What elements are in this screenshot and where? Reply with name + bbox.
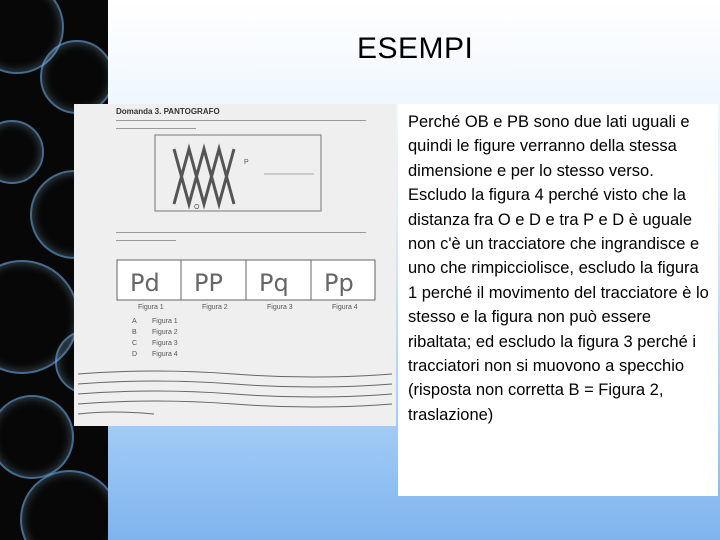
scan-option-letter: C: [132, 340, 138, 347]
scan-option-label: Figura 1: [152, 318, 178, 325]
scan-figure-label: Figura 2: [202, 304, 228, 311]
svg-text:Pp: Pp: [324, 269, 354, 297]
svg-text:P: P: [244, 159, 249, 166]
scan-figure-label: Figura 4: [332, 304, 358, 311]
figures-panel: [116, 259, 376, 304]
explanation-paragraph: Escludo la figura 4 perché visto che la distanza fra O e D e tra P e D è uguale non c'è un tracciatore che ingrandisce e uno che rimpicciolisce, escludo la figura 1 perché il movimento del tracciatore è lo stesso e la figura non può essere ribaltata; ed escludo la figura 3 perché i tracciatori non si muovono a specchio (risposta non corretta B = Figura 2, traslazione): [408, 186, 709, 424]
explanation-text-box: [398, 104, 718, 496]
slide-title: ESEMPI: [357, 32, 474, 65]
svg-text:PP: PP: [194, 269, 223, 297]
scan-heading: Domanda 3. PANTOGRAFO: [116, 107, 220, 116]
scan-option-letter: A: [132, 318, 137, 325]
scan-text-line: [116, 128, 196, 129]
scan-option-label: Figura 4: [152, 351, 178, 358]
pantograph-diagram: [154, 134, 324, 214]
bubble-decoration: [0, 120, 44, 184]
scan-figure-label: Figura 3: [267, 304, 293, 311]
scan-text-line: [116, 240, 176, 241]
scanned-test-page-image: [74, 104, 396, 426]
bubble-decoration: [0, 395, 74, 479]
explanation-paragraph: Perché OB e PB sono due lati uguali e quindi le figure verranno della stessa dimensione e per lo stesso verso.: [408, 113, 690, 180]
bubble-decoration: [20, 470, 108, 540]
scan-option-letter: B: [132, 329, 137, 336]
scan-option-letter: D: [132, 351, 138, 358]
scan-text-line: [116, 120, 366, 121]
bubble-decoration: [40, 40, 108, 114]
svg-text:Pd: Pd: [130, 269, 160, 297]
scan-figure-label: Figura 1: [138, 304, 164, 311]
scan-option-label: Figura 3: [152, 340, 178, 347]
scan-option-label: Figura 2: [152, 329, 178, 336]
scan-text-line: [116, 232, 366, 233]
handwritten-answer-area: [74, 366, 396, 426]
svg-text:Pq: Pq: [259, 269, 289, 297]
svg-text:O: O: [194, 204, 200, 211]
